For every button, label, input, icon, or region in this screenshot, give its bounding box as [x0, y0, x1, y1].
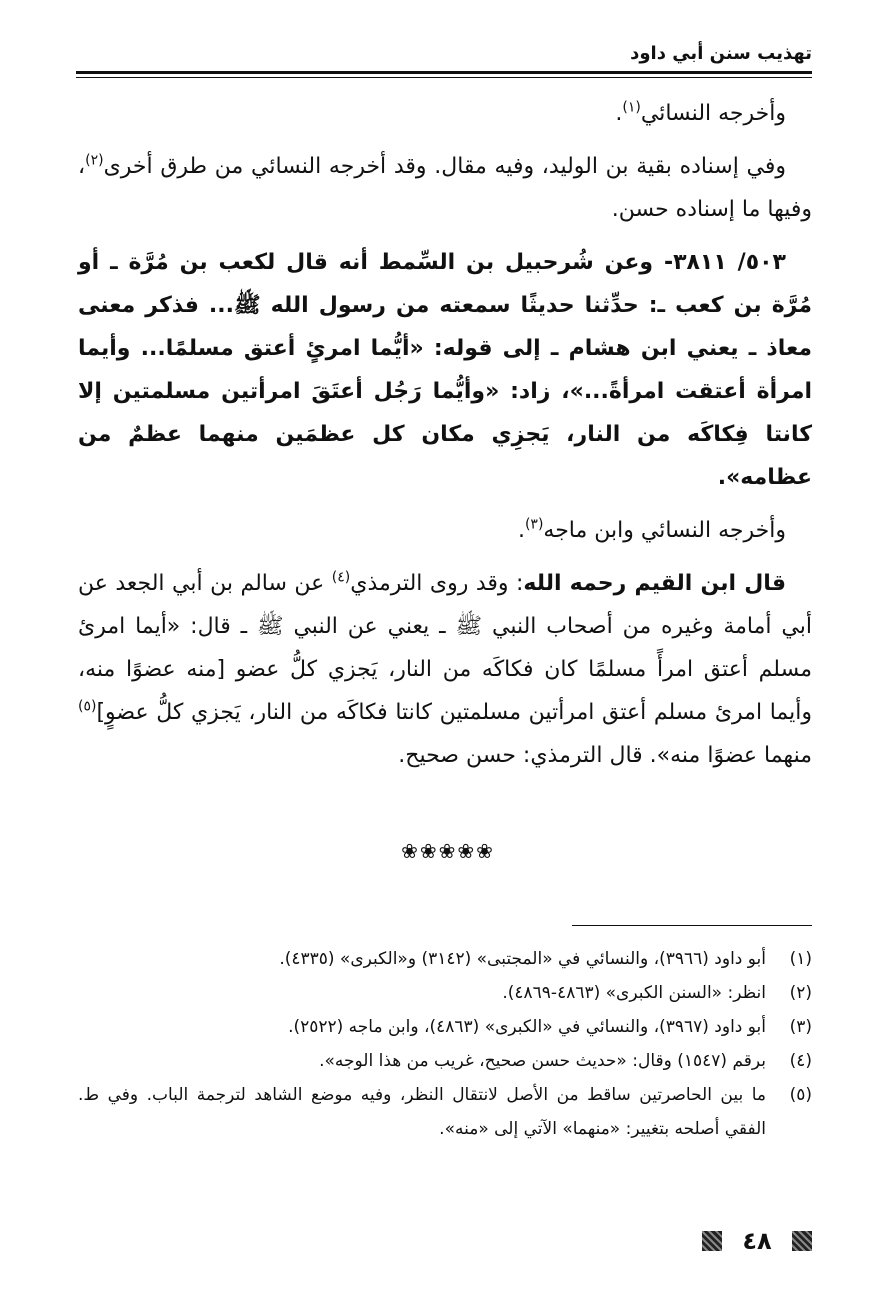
footnote-item: [78, 1010, 812, 1044]
hadith-paragraph: ٥٠٣/ ٣٨١١- وعن شُرحبيل بن السِّمط أنه قال لكعب بن مُرَّة ـ أو مُرَّة بن كعب ـ: حدِّثنا حديثًا سمعته من رسول الله ﷺ... فذكر معنى معاذ ـ يعني ابن هشام ـ إلى قوله: «أيُّما امرئٍ أعتق مسلمًا... وأيما امرأة أعتقت امرأةً...»، زاد: «وأيُّما رَجُل أعتَقَ امرأتين مسلمتين إلا كانتا فِكاكَه من النار، يَجزِي مكان كل عظمَين منهما عظمٌ من عظامه».: [78, 250, 812, 490]
page-ornament-icon: [792, 1231, 812, 1251]
section-ornament: [382, 836, 512, 866]
page-number: ٤٨: [742, 1227, 772, 1255]
footnote-text: انظر: «السنن الكبرى» (٤٨٦٣-٤٨٦٩).: [502, 983, 766, 1003]
footnote-item: [78, 942, 812, 976]
footnotes: [78, 942, 812, 1146]
footnote-number: (١): [789, 949, 812, 969]
flower-ornament-icon: ❀: [419, 839, 437, 863]
footnote-number: (٤): [789, 1051, 812, 1071]
footnote-ref-3[interactable]: (٣): [524, 516, 544, 533]
scholar-label: قال ابن القيم رحمه الله: [523, 571, 786, 596]
flower-ornament-icon: ❀: [476, 839, 493, 863]
footnote-text: برقم (١٥٤٧) وقال: «حديث حسن صحيح، غريب من هذا الوجه».: [319, 1051, 766, 1071]
header-rule-thick: [76, 71, 812, 74]
running-header-title: تهذيب سنن أبي داود: [630, 43, 812, 64]
footnote-text: أبو داود (٣٩٦٦)، والنسائي في «المجتبى» (٣١٤٢) و«الكبرى» (٤٣٣٥).: [279, 949, 766, 969]
flower-ornament-icon: ❀: [401, 839, 418, 863]
paragraph-4: وأخرجه النسائي وابن ماجه$^{(٣)}$.: [517, 516, 786, 543]
flower-ornament-icon: ❀: [438, 839, 456, 863]
footnote-ref-2[interactable]: (٢): [85, 152, 104, 169]
flower-ornament-icon: ❀: [457, 839, 475, 863]
footnote-number: (٢): [789, 983, 812, 1003]
footnote-text: أبو داود (٣٩٦٧)، والنسائي في «الكبرى» (٤٨٦٣)، وابن ماجه (٢٥٢٢).: [288, 1017, 766, 1037]
page-number-block: [702, 1226, 812, 1256]
footnote-number: (٣): [789, 1017, 812, 1037]
footnote-item: [78, 976, 812, 1010]
footnote-separator: [572, 925, 812, 926]
footnote-ref-1[interactable]: (١): [622, 99, 641, 116]
header-rule-thin: [76, 77, 812, 78]
page-ornament-icon: [702, 1231, 722, 1251]
footnote-ref-4[interactable]: (٤): [331, 569, 351, 586]
footnote-ref-5[interactable]: (٥): [78, 698, 97, 715]
paragraph-2: وفي إسناده بقية بن الوليد، وفيه مقال. وقد أخرجه النسائي من طرق أخرى$^{(٢)}$، وفيها ما إسناده حسن.: [78, 152, 812, 222]
footnote-number: (٥): [789, 1085, 812, 1105]
footnote-item: [78, 1044, 812, 1078]
footnote-item: [78, 1078, 812, 1146]
footnote-text: ما بين الحاصرتين ساقط من الأصل لانتقال النظر، وفيه موضع الشاهد لترجمة الباب. وفي ط. الفقي أصلحه بتغيير: «منهما» الآتي إلى «منه».: [78, 1085, 766, 1139]
main-text: [78, 92, 812, 777]
paragraph-ibn-al-qayyim: قال ابن القيم رحمه الله: وقد روى الترمذي$^{(٤)}$ عن سالم بن أبي الجعد عن أبي أمامة وغيره من أصحاب النبي ﷺ ـ يعني عن النبي ﷺ ـ قال: «أيما امرئ مسلم أعتق امرأً مسلمًا كان فكاكَه من النار، يَجزي كلُّ عضو [منه عضوًا منه، وأيما امرئ مسلم أعتق امرأتين مسلمتين كانتا فكاكَه من النار، يَجزي كلُّ عضوٍ]$^{(٥)}$ منهما عضوًا منه». قال الترمذي: حسن صحيح.: [78, 569, 812, 768]
paragraph-1: وأخرجه النسائي$^{(١)}$.: [615, 99, 786, 126]
